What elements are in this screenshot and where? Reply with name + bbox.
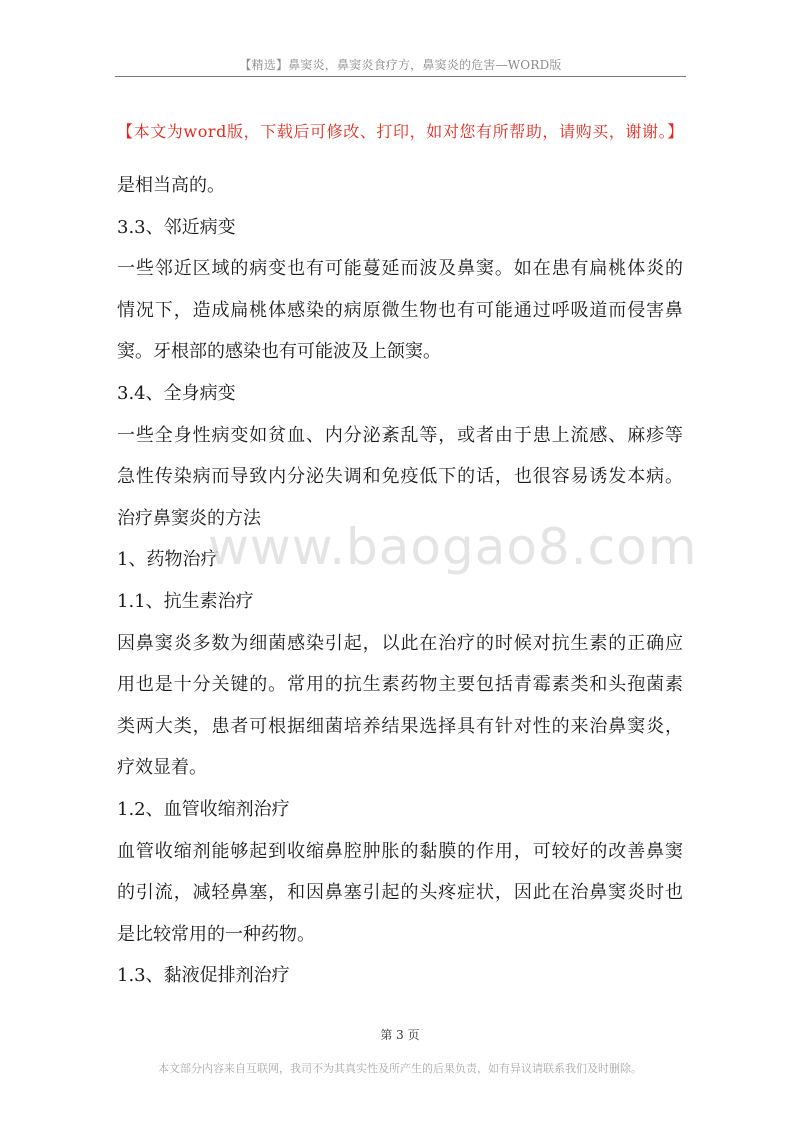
body-line: 窦。牙根部的感染也有可能波及上颌窦。 <box>117 341 441 363</box>
document-body <box>117 165 698 997</box>
body-line: 急性传染病而导致内分泌失调和免疫低下的话，也很容易诱发本病。 <box>117 466 683 488</box>
body-line: 血管收缩剂能够起到收缩鼻腔肿胀的黏膜的作用，可较好的改善鼻窦 <box>117 840 683 862</box>
section-heading: 3.4、全身病变 <box>117 382 236 404</box>
section-heading: 1.3、黏液促排剂治疗 <box>117 965 290 987</box>
body-line: 的引流，减轻鼻塞，和因鼻塞引起的头疼症状，因此在治鼻窦炎时也 <box>117 882 683 904</box>
body-line: 是比较常用的一种药物。 <box>117 923 315 945</box>
section-heading: 治疗鼻窦炎的方法 <box>117 507 261 529</box>
page-footer-disclaimer: 本文部分内容来自互联网，我司不为其真实性及所产生的后果负责，如有异议请联系我们及时删除。 <box>158 1062 642 1075</box>
section-heading: 1.2、血管收缩剂治疗 <box>117 798 290 820</box>
page-header: 【精选】鼻窦炎，鼻窦炎食疗方，鼻窦炎的危害—WORD版 <box>239 58 562 72</box>
section-heading: 1.1、抗生素治疗 <box>117 590 254 612</box>
body-line: 类两大类，患者可根据细菌培养结果选择具有针对性的来治鼻窦炎， <box>117 715 683 737</box>
body-line: 疗效显着。 <box>117 757 207 779</box>
page-number: 第 3 页 <box>380 1028 420 1042</box>
word-version-notice: 【本文为word版，下载后可修改、打印，如对您有所帮助，请购买，谢谢。】 <box>117 122 684 141</box>
body-line: 一些全身性病变如贫血、内分泌紊乱等，或者由于患上流感、麻疹等 <box>117 424 683 446</box>
watermark: www.baogao8.com <box>208 518 698 576</box>
section-heading: 3.3、邻近病变 <box>117 216 236 238</box>
body-line: 用也是十分关键的。常用的抗生素药物主要包括青霉素类和头孢菌素 <box>117 674 683 696</box>
body-line: 一些邻近区域的病变也有可能蔓延而波及鼻窦。如在患有扁桃体炎的 <box>117 258 683 280</box>
body-line: 情况下，造成扁桃体感染的病原微生物也有可能通过呼吸道而侵害鼻 <box>117 299 683 321</box>
body-line: 因鼻窦炎多数为细菌感染引起，以此在治疗的时候对抗生素的正确应 <box>117 632 683 654</box>
section-heading: 1、药物治疗 <box>117 549 219 571</box>
header-divider <box>115 76 686 77</box>
body-line: 是相当高的。 <box>117 175 225 196</box>
